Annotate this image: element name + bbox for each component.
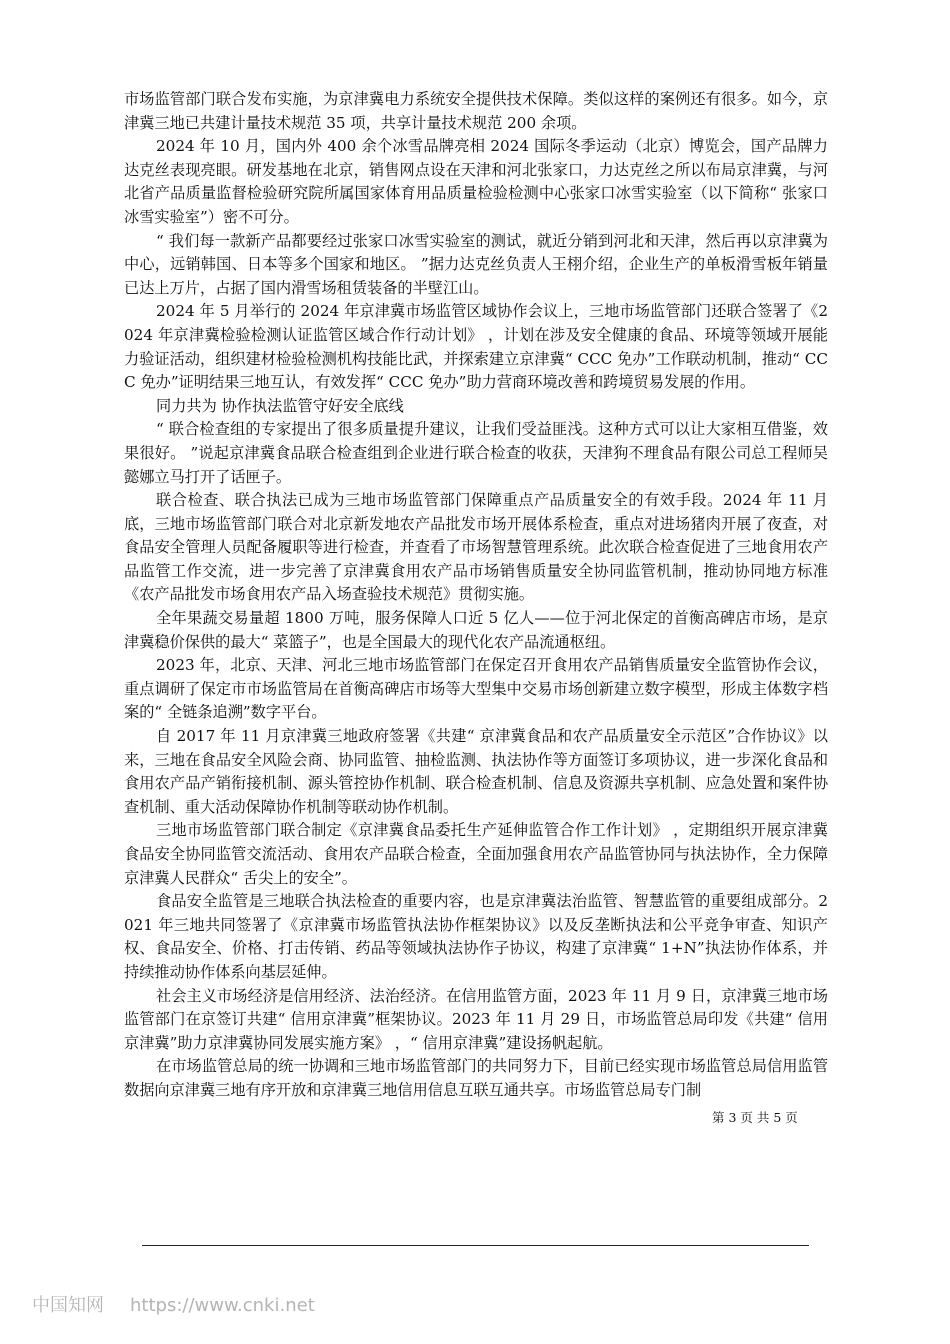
paragraph-2: 2024 年 10 月，国内外 400 余个冰雪品牌亮相 2024 国际冬季运动（北京）博览会，国产品牌力达克丝表现亮眼。研发基地在北京，销售网点设在天津和河北张家口，力达克丝之所以布局京津冀，与河北省产品质量监督检验研究院所属国家体育用品质量检验检测中心张家口冰雪实验室（以下简称“ 张家口冰雪实验室”）密不可分。	[124, 137, 828, 226]
paragraph-4: 2024 年 5 月举行的 2024 年京津冀市场监管区域协作会议上，三地市场监管部门还联合签署了《2024 年京津冀检验检测认证监管区域合作行动计划》 ，计划在涉及安全健康的食品、环境等领域开展能力验证活动，组织建材检验检测机构技能比武，并探索建立京津冀“ CCC 免办”工作联动机制，推动“ CCC 免办”证明结果三地互认，有效发挥“ CCC 免办”助力营商环境改善和跨境贸易发展的作用。	[124, 302, 828, 392]
footer-divider	[142, 1245, 809, 1246]
paragraph-10: 自 2017 年 11 月京津冀三地政府签署《共建“ 京津冀食品和农产品质量安全示范区”合作协议》以来，三地在食品安全风险会商、协同监管、抽检监测、执法协作等方面签订多项协议，进一步深化食品和食用农产品产销衔接机制、源头管控协作机制、联合检查机制、信息及资源共享机制、应急处置和案件协查机制、重大活动保障协作机制等联动协作机制。	[124, 727, 828, 816]
paragraph-3: “ 我们每一款新产品都要经过张家口冰雪实验室的测试，就近分销到河北和天津，然后再以京津冀为中心，远销韩国、日本等多个国家和地区。 ”据力达克丝负责人王栩介绍，企业生产的单板滑雪板年销量已达上万片，占据了国内滑雪场租赁装备的半壁江山。	[124, 231, 828, 297]
section-heading: 同力共为 协作执法监管守好安全底线	[156, 396, 404, 415]
footer-site-name: 中国知网	[32, 1295, 104, 1316]
footer-watermark	[32, 1294, 315, 1318]
paragraph-11: 三地市场监管部门联合制定《京津冀食品委托生产延伸监管合作工作计划》 ，定期组织开展京津冀食品安全协同监管交流活动、食用农产品联合检查，全面加强食用农产品监管协同与执法协作，全力保障京津冀人民群众“ 舌尖上的安全”。	[124, 821, 828, 887]
footer-site-url[interactable]: https://www.cnki.net	[130, 1295, 315, 1316]
page-number: 第 3 页 共 5 页	[712, 1110, 798, 1125]
paragraph-6: “ 联合检查组的专家提出了很多质量提升建议，让我们受益匪浅。这种方式可以让大家相互借鉴，效果很好。 ”说起京津冀食品联合检查组到企业进行联合检查的收获，天津狗不理食品有限公司总工程师吴懿娜立马打开了话匣子。	[124, 420, 828, 486]
paragraph-13: 社会主义市场经济是信用经济、法治经济。在信用监管方面，2023 年 11 月 9 日，京津冀三地市场监管部门在京签订共建“ 信用京津冀”框架协议。2023 年 11 月 29 日，市场监管总局印发《共建“ 信用京津冀”助力京津冀协同发展实施方案》 ，“ 信用京津冀”建设扬帆起航。	[124, 986, 828, 1052]
paragraph-14: 在市场监管总局的统一协调和三地市场监管部门的共同努力下，目前已经实现市场监管总局信用监管数据向京津冀三地有序开放和京津冀三地信用信息互联互通共享。市场监管总局专门制	[124, 1057, 828, 1099]
paragraph-12: 食品安全监管是三地联合执法检查的重要内容，也是京津冀法治监管、智慧监管的重要组成部分。2021 年三地共同签署了《京津冀市场监管执法协作框架协议》以及反垄断执法和公平竞争审查、知识产权、食品安全、价格、打击传销、药品等领域执法协作子协议，构建了京津冀“ 1+N”执法协作体系，并持续推动协作体系向基层延伸。	[124, 892, 828, 981]
paragraph-9: 2023 年，北京、天津、河北三地市场监管部门在保定召开食用农产品销售质量安全监管协作会议，重点调研了保定市市场监管局在首衡高碑店市场等大型集中交易市场创新建立数字模型，形成主体数字档案的“ 全链条追溯”数字平台。	[124, 656, 828, 722]
paragraph-1: 市场监管部门联合发布实施，为京津冀电力系统安全提供技术保障。类似这样的案例还有很多。如今，京津冀三地已共建计量技术规范 35 项，共享计量技术规范 200 余项。	[124, 90, 828, 132]
article-body	[124, 88, 828, 1103]
paragraph-8: 全年果蔬交易量超 1800 万吨，服务保障人口近 5 亿人——位于河北保定的首衡高碑店市场，是京津冀稳价保供的最大“ 菜篮子”，也是全国最大的现代化农产品流通枢纽。	[124, 609, 828, 651]
paragraph-7: 联合检查、联合执法已成为三地市场监管部门保障重点产品质量安全的有效手段。2024 年 11 月底，三地市场监管部门联合对北京新发地农产品批发市场开展体系检查，重点对进场猪肉开展了夜查，对食品安全管理人员配备履职等进行检查，并查看了市场智慧管理系统。此次联合检查促进了三地食用农产品监管工作交流，进一步完善了京津冀食用农产品市场销售质量安全协同监管机制，推动协同地方标准《农产品批发市场食用农产品入场查验技术规范》贯彻实施。	[124, 491, 828, 604]
